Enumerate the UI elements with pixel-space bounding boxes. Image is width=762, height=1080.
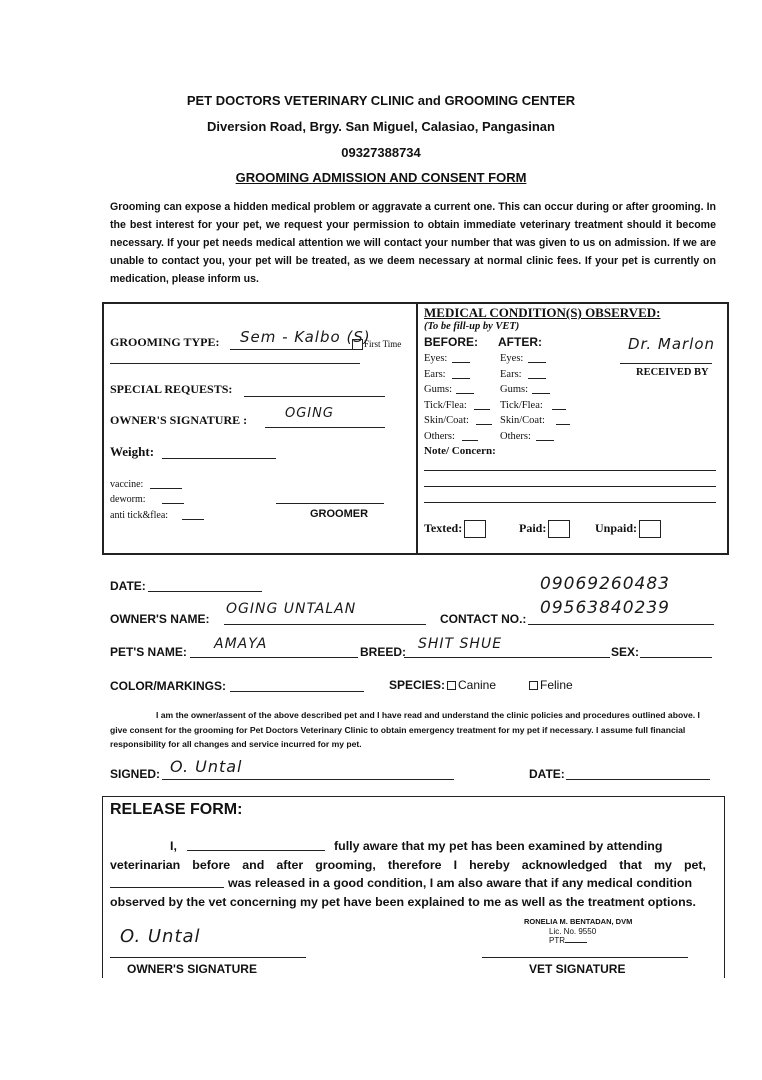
pet-name-value[interactable]: AMAYA — [214, 636, 268, 652]
after-others: Others: — [500, 430, 531, 442]
release-pet-line[interactable] — [110, 887, 224, 888]
blank[interactable] — [476, 424, 492, 425]
after-gums: Gums: — [500, 384, 529, 395]
owner-name-label: OWNER'S NAME: — [110, 612, 210, 626]
grooming-type-label: GROOMING TYPE: — [110, 335, 220, 349]
vet-ptr — [549, 936, 587, 945]
after-skin-coat: Skin/Coat: — [500, 415, 545, 426]
blank[interactable] — [532, 393, 550, 394]
contact-value-2[interactable]: 09563840239 — [540, 598, 670, 618]
after-label: AFTER: — [498, 335, 542, 349]
owner-signature-caption: OWNER'S SIGNATURE — [127, 962, 257, 976]
paid-checkbox[interactable] — [548, 520, 570, 538]
release-owner-signature[interactable]: O. Untal — [120, 926, 201, 947]
species-label: SPECIES: — [389, 678, 446, 692]
after-ears: Ears: — [500, 368, 522, 380]
contact-line — [528, 624, 714, 625]
owner-signature-label: OWNER'S SIGNATURE : — [110, 413, 248, 427]
feline-label: Feline — [540, 678, 573, 692]
grooming-type-value[interactable]: Sem - Kalbo (S) — [240, 328, 371, 346]
blank[interactable] — [452, 378, 470, 379]
date-line[interactable] — [148, 591, 262, 592]
note-label: Note/ Concern: — [424, 445, 496, 457]
antitick-label: anti tick&flea: — [110, 510, 169, 521]
form-title: GROOMING ADMISSION AND CONSENT FORM — [235, 170, 527, 185]
owner-name-value[interactable]: OGING UNTALAN — [226, 601, 357, 617]
before-skin-coat: Skin/Coat: — [424, 415, 469, 426]
release-line3: was released in a good condition, I am also aware that if any medical condition — [228, 876, 693, 890]
breed-label: BREED: — [360, 645, 407, 659]
received-line — [620, 363, 712, 364]
weight-label: Weight: — [110, 444, 155, 459]
color-line[interactable] — [230, 691, 364, 692]
clinic-name: PET DOCTORS VETERINARY CLINIC and GROOMING CENTER — [186, 93, 576, 108]
vet-ptr-label: PTR — [549, 936, 565, 945]
release-text — [110, 837, 706, 911]
vaccine-label: vaccine: — [110, 479, 144, 490]
date2-label: DATE: — [529, 767, 565, 781]
received-signature[interactable]: Dr. Marlon — [628, 335, 716, 353]
date2-line[interactable] — [566, 779, 710, 780]
vet-signature-caption: VET SIGNATURE — [529, 962, 626, 976]
after-eyes: Eyes: — [500, 353, 524, 364]
consent-paragraph: I am the owner/assent of the above described pet and I have read and understand the clinic policies and procedures outlined above. I give consent for the grooming for Pet Doctors Veterinary Clinic to obtain emergency treatment for my pet if necessary. I assume full financial responsibility for all changes and service incurred for my pet. — [110, 710, 700, 749]
sex-label: SEX: — [611, 645, 640, 659]
before-eyes: Eyes: — [424, 353, 448, 364]
deworm-label: deworm: — [110, 494, 146, 505]
owner-signature-value[interactable]: OGING — [285, 406, 334, 421]
special-requests-label: SPECIAL REQUESTS: — [110, 382, 233, 396]
blank[interactable] — [474, 409, 490, 410]
before-gums: Gums: — [424, 384, 453, 395]
release-i: I, — [170, 839, 177, 853]
blank[interactable] — [536, 440, 554, 441]
first-time-checkbox[interactable] — [352, 339, 363, 350]
note-line-2[interactable] — [424, 486, 716, 487]
medical-subtitle: (To be fill-up by VET) — [424, 321, 520, 332]
canine-checkbox[interactable] — [447, 681, 456, 690]
medical-title: MEDICAL CONDITION(S) OBSERVED: — [424, 305, 661, 320]
release-line2: veterinarian before and after grooming, therefore I hereby acknowledged that my pet, — [110, 857, 706, 872]
weight-line[interactable] — [162, 458, 276, 459]
special-requests-line[interactable] — [244, 396, 385, 397]
breed-value[interactable]: SHIT SHUE — [418, 636, 503, 652]
texted-checkbox[interactable] — [464, 520, 486, 538]
signed-value[interactable]: O. Untal — [170, 757, 243, 776]
clinic-phone: 09327388734 — [341, 145, 421, 160]
vet-ptr-line[interactable] — [565, 942, 587, 943]
intro-paragraph: Grooming can expose a hidden medical problem or aggravate a current one. This can occur during or after grooming. In the best interest for your pet, we request your permission to obtain immediate veterinary treatment should it become necessary. If your pet needs medical attention we will contact your number that was given to us on admission. If we are unable to contact you, your pet will be treated, as we deem necessary at normal clinic fees. If your pet is currently on medication, please inform us. — [110, 201, 716, 285]
note-line-1[interactable] — [424, 470, 716, 471]
groomer-line — [276, 503, 384, 504]
signed-label: SIGNED: — [110, 767, 161, 781]
blank[interactable] — [552, 409, 566, 410]
feline-checkbox[interactable] — [529, 681, 538, 690]
owner-signature-line — [265, 427, 385, 428]
unpaid-field — [595, 520, 661, 538]
date-label: DATE: — [110, 579, 146, 593]
before-label: BEFORE: — [424, 335, 478, 349]
paid-label: Paid: — [519, 520, 547, 535]
before-others: Others: — [424, 430, 455, 442]
grooming-type-line — [230, 349, 352, 350]
before-tick-flea: Tick/Flea: — [424, 399, 467, 411]
received-by-label: RECEIVED BY — [636, 367, 709, 378]
pet-name-line — [190, 657, 358, 658]
antitick-line[interactable] — [182, 519, 204, 520]
contact-label: CONTACT NO.: — [440, 612, 527, 626]
paid-field — [519, 520, 570, 538]
blank[interactable] — [452, 362, 470, 363]
texted-field — [424, 520, 486, 538]
vet-license: Lic. No. 9550 — [549, 927, 597, 936]
before-ears: Ears: — [424, 368, 446, 380]
first-time-label: First Time — [364, 339, 402, 349]
blank[interactable] — [528, 378, 546, 379]
breed-line — [404, 657, 610, 658]
release-name-line[interactable] — [187, 850, 325, 851]
unpaid-checkbox[interactable] — [639, 520, 661, 538]
blank[interactable] — [456, 393, 474, 394]
pet-name-label: PET'S NAME: — [110, 645, 187, 659]
deworm-line[interactable] — [162, 503, 184, 504]
blank[interactable] — [556, 424, 570, 425]
medical-rows — [424, 351, 584, 446]
contact-value-1[interactable]: 09069260483 — [540, 574, 670, 594]
canine-label: Canine — [458, 678, 497, 692]
owner-name-line — [224, 624, 426, 625]
signed-line — [162, 779, 454, 780]
sex-line[interactable] — [640, 657, 712, 658]
texted-label: Texted: — [424, 520, 463, 535]
vaccine-line[interactable] — [150, 488, 182, 489]
release-title: RELEASE FORM: — [110, 801, 243, 818]
owner-signature-line-2 — [110, 957, 306, 958]
clinic-address: Diversion Road, Brgy. San Miguel, Calasiao, Pangasinan — [207, 119, 555, 134]
grooming-type-line-2 — [110, 363, 360, 364]
blank[interactable] — [528, 362, 546, 363]
unpaid-label: Unpaid: — [595, 520, 638, 535]
note-line-3[interactable] — [424, 502, 716, 503]
release-line4: observed by the vet concerning my pet have been explained to me as well as the treatment options. — [110, 894, 696, 909]
vet-signature-line[interactable] — [482, 957, 688, 958]
vet-name: RONELIA M. BENTADAN, DVM — [524, 917, 633, 926]
release-line1: fully aware that my pet has been examined by attending — [334, 839, 663, 853]
groomer-label: GROOMER — [310, 508, 369, 520]
blank[interactable] — [462, 440, 478, 441]
after-tick-flea: Tick/Flea: — [500, 399, 543, 411]
color-label: COLOR/MARKINGS: — [110, 679, 226, 693]
box-divider — [416, 302, 418, 555]
